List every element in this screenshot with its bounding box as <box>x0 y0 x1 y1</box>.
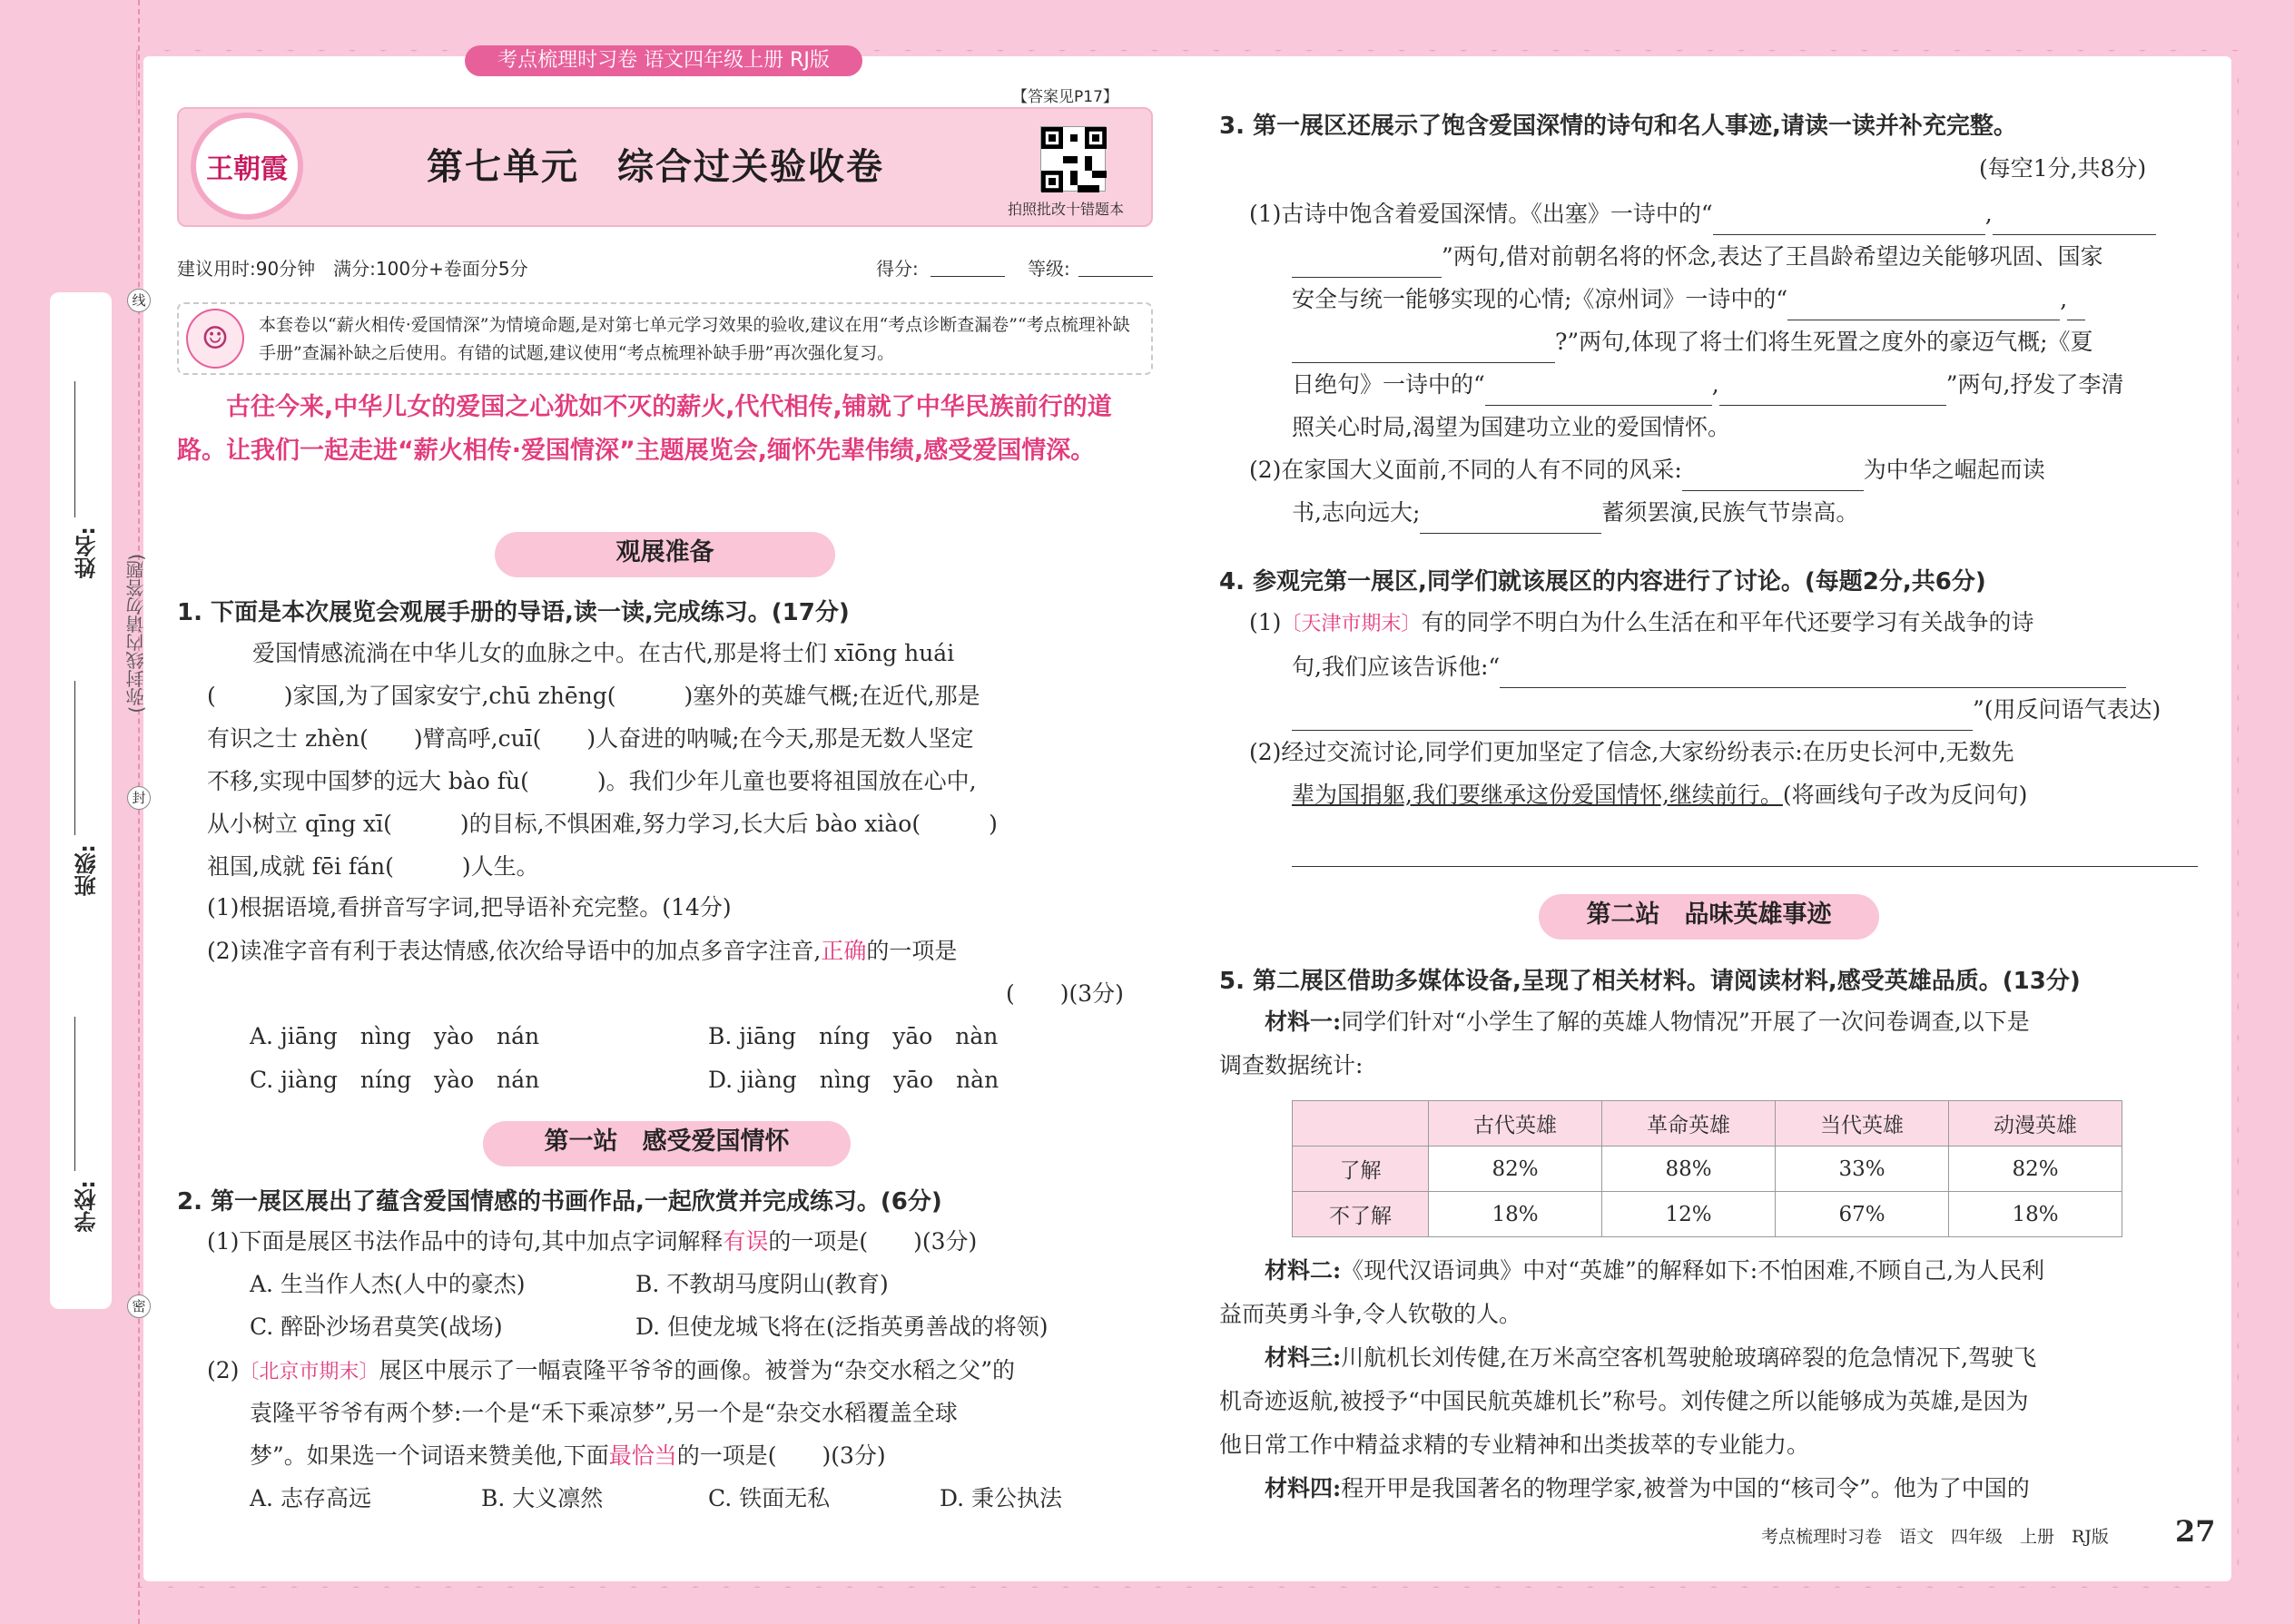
cut-line <box>138 0 140 1624</box>
page-number: 27 <box>2175 1514 2216 1549</box>
q1-option[interactable]: B. jiāng níng yāo nàn <box>708 1023 999 1049</box>
cut-mark-line: 线 <box>127 289 151 312</box>
material1-label: 材料一: <box>1265 1009 1342 1035</box>
material1-line: 调查数据统计: <box>1219 1052 1364 1078</box>
q2-part2-line: 梦”。如果选一个词语来赞美他,下面 <box>250 1442 609 1469</box>
q3-line: 蓄须罢演,民族气节崇高。 <box>1601 499 1859 526</box>
q1-part2-end: 的一项是 <box>866 938 958 964</box>
q3-line: (2)在家国大义面前,不同的人有不同的风采: <box>1249 457 1682 483</box>
answer-blank[interactable] <box>1420 533 1601 534</box>
table-cell: 67% <box>1776 1192 1949 1237</box>
answer-blank[interactable] <box>1719 405 1946 406</box>
page-title: 第七单元 综合过关验收卷 <box>427 146 884 188</box>
cut-mark-secret: 密 <box>127 1294 151 1318</box>
grade-label: 等级: <box>1028 258 1070 280</box>
q3-stem: 3. 第一展区还展示了饱含爱国深情的诗句和名人事迹,请读一读并补充完整。 <box>1219 113 2017 140</box>
q1-part2-emphasis: 正确 <box>821 938 867 964</box>
material3-text: 川航机长刘传健,在万米高空客机驾驶舱玻璃碎裂的危急情况下,驾驶飞 <box>1341 1344 2037 1371</box>
q3-line: ?”两句,体现了将士们将生死置之度外的豪迈气概;《夏 <box>1555 329 2093 355</box>
material2-label: 材料二: <box>1265 1257 1342 1284</box>
class-line[interactable] <box>74 681 75 835</box>
material4-label: 材料四: <box>1265 1475 1342 1501</box>
table-cell: 不了解 <box>1293 1192 1429 1237</box>
footer-text: 考点梳理时习卷 语文 四年级 上册 RJ版 <box>1761 1527 2109 1547</box>
q3-line: ”两句,借对前朝名将的怀念,表达了王昌龄希望边关能够巩固、国家 <box>1442 243 2103 270</box>
table-cell: 了解 <box>1293 1147 1429 1192</box>
material3-line: 机奇迹返航,被授予“中国民航英雄机长”称号。刘传健之所以能够成为英雄,是因为 <box>1219 1388 2029 1414</box>
table-header: 革命英雄 <box>1602 1101 1776 1147</box>
q2-choice[interactable]: A. 志存高远 <box>250 1485 371 1511</box>
q2-choice[interactable]: C. 铁面无私 <box>708 1485 831 1511</box>
q2-part1: (1)下面是展区书法作品中的诗句,其中加点字词解释 <box>207 1228 724 1255</box>
table-cell <box>1293 1101 1429 1147</box>
section-preparation: 观展准备 <box>495 532 835 577</box>
tip-text: 本套卷以“薪火相传·爱国情深”为情境命题,是对第七单元学习效果的验收,建议在用“考点诊断查漏卷”“考点梳理补缺手册”查漏补缺之后使用。有错的试题,建议使用“考点梳理补缺手册”再次强化复习。 <box>259 315 1130 363</box>
q1-line: 祖国,成就 fēi fán( )人生。 <box>207 853 539 880</box>
q3-line: 日绝句》一诗中的“ <box>1292 371 1485 398</box>
seal-note: (弥封线内请勿答题) <box>125 554 147 714</box>
q1-line: ( )家国,为了国家安宁,chū zhēng( )塞外的英雄气概;在近代,那是 <box>207 683 980 709</box>
school-label: 学校: <box>74 1180 100 1233</box>
score-label: 得分: <box>876 258 919 280</box>
table-cell: 33% <box>1776 1147 1949 1192</box>
cut-mark-seal: 封 <box>127 786 151 810</box>
q1-part1: (1)根据语境,看拼音写字词,把导语补充完整。(14分) <box>207 894 732 920</box>
school-line[interactable] <box>74 1017 75 1171</box>
section-station1: 第一站 感受爱国情怀 <box>483 1121 851 1166</box>
time-and-score: 建议用时:90分钟 满分:100分+卷面分5分 <box>177 258 528 280</box>
q3-line: 照关心时局,渴望为国建功立业的爱国情怀。 <box>1292 414 1730 440</box>
exam-page: 姓名: 班级: 学校: (弥封线内请勿答题) 线 封 密 考点梳理时习卷 语文四年级上册 RJ版 【答案见P17】 王朝霞 第七单元 综合过关验收卷 拍照批改十错题本 建议用时:90分钟 满分:100分+卷面分5分 得分: 等级: ☺ 本套卷以“薪火相传·爱国情深”为情境命题,是对第七单元学习效果的验收,建议在用“考点诊断查漏卷”“考点梳理补缺手册”查漏补缺之后使用。有错的试题,建议使用“考点梳理补缺手册”再次强化复习。 古往今来,中华儿女的爱国之心犹如不灭的薪火,代代相传,铺就了中华民族前行的道路。让我们一起走进“薪火相传·爱国情深”主题展览会,缅怀先辈伟绩,感受爱国情深。 观展准备 1. 下面是本次展览会观展手册的导语,读一读,完成练习。(17分) 爱国情感流淌在中华儿女的血脉之中。在古代,那是将士们 xīōng huái ( )家国,为了国家安宁,chū zhēng( )塞外的英雄气概;在近代,那是 有识之士 zhèn( )臂高呼,cuī( )人奋进的呐喊;在今天,那是无数人坚定 不移,实现中国梦的远大 bào fù( )。我们少年儿童也要将祖国放在心中, 从小树立 qīng xī( )的目标,不惧困难,努力学习,长大后 bào xiào( ) 祖国,成就 fēi fán( )人生。 (1)根据语境,看拼音写字词,把导语补充完整。(14分) (2)读准字音有利于表达情感,依次给导语中的加点多音字注音,正确的一项是 ( )(3分) A. jiāng nìng yào nán B. jiāng níng yāo nàn C. jiàng níng yào nán D. jiàng nìng yāo nàn 第一站 感受爱国情怀 2. 第一展区展出了蕴含爱国情感的书画作品,一起欣赏并完成练习。(6分) (1)下面是展区书法作品中的诗句,其中加点字词解释有误的一项是( )(3分) A. 生当作人杰(人中的豪杰) B. 不教胡马度阴山(教育) C. 醉卧沙场君莫笑(战场) D. 但使龙城飞将在(泛指英勇善战的将领) (2)〔北京市期末〕展区中展示了一幅袁隆平爷爷的画像。被誉为“杂交水稻之父”的 袁隆平爷爷有两个梦:一个是“禾下乘凉梦”,另一个是“杂交水稻覆盖全球 梦”。如果选一个词语来赞美他,下面最恰当的一项是( )(3分) A. 志存高远 B. 大义凛然 C. 铁面无私 D. 秉公执法 3. 第一展区还展示了饱含爱国深情的诗句和名人事迹,请读一读并补充完整。 (每空1分,共8分) (1)古诗中饱含着爱国深情。《出塞》一诗中的“ , ”两句,借对前朝名将的怀念,表达了王昌龄希望边关能够巩固、国家 安全与统一能够实现的心情;《凉州词》一诗中的“ , ?”两句,体现了将士们将生死置之度外的豪迈气概;《夏 日绝句》一诗中的“ , ”两句,抒发了李清 照关心时局,渴望为国建功立业的爱国情怀。 (2)在家国大义面前,不同的人有不同的风采: 为中华之崛起而读 书,志向远大; 蓄须罢演,民族气节崇高。 4. 参观完第一展区,同学们就该展区的内容进行了讨论。(每题2分,共6分) (1)〔天津市期末〕有的同学不明白为什么生活在和平年代还要学习有关战争的诗 句,我们应该告诉他:“ ”(用反问语气表达) (2)经过交流讨论,同学们更加坚定了信念,大家纷纷表示:在历史长河中,无数先 辈为国捐躯,我们要继承这份爱国情怀,继续前行。(将画线句子改为反问句) 第二站 品味英雄事迹 5. 第二展区借助多媒体设备,呈现了相关材料。请阅读材料,感受英雄品质。(13分) 材料一:同学们针对“小学生了解的英雄人物情况”开展了一次问卷调查,以下是 调查数据统计: 古代英雄 革命英雄 当代英雄 动漫英雄 了解 82% 88% 33% 82% 不了解 18% 12% 67% 18% 材料二:《现代汉语词典》中对“英雄”的解释如下:不怕困难,不顾自己,为人民利 益而英勇斗争,令人钦敬的人。 材料三:川航机长刘传健,在万米高空客机驾驶舱玻璃碎裂的危急情况下,驾驶飞 机奇迹返航,被授予“中国民航英雄机长”称号。刘传健之所以能够成为英雄,是因为 他日常工作中精益求精的专业精神和出类拔萃的专业能力。 材料四:程开甲是我国著名的物理学家,被誉为中国的“核司令”。他为了中国的 考点梳理时习卷 语文 四年级 上册 RJ版 27 <box>0 0 2294 1624</box>
q4-part1-line: 句,我们应该告诉他:“ <box>1292 654 1501 680</box>
q2-option[interactable]: A. 生当作人杰(人中的豪杰) <box>250 1271 526 1297</box>
q2-part2-end: 的一项是( )(3分) <box>676 1442 886 1469</box>
q1-part2: (2)读准字音有利于表达情感,依次给导语中的加点多音字注音, <box>207 938 822 964</box>
material2-line: 益而英勇斗争,令人钦敬的人。 <box>1219 1301 1521 1327</box>
q4-stem: 4. 参观完第一展区,同学们就该展区的内容进行了讨论。(每题2分,共6分) <box>1219 568 1986 595</box>
answer-reference: 【答案见P17】 <box>1012 88 1118 106</box>
q4-underlined-sentence: 辈为国捐躯,我们要继承这份爱国情怀,继续前行。 <box>1292 782 1783 808</box>
q1-line: 有识之士 zhèn( )臂高呼,cuī( )人奋进的呐喊;在今天,那是无数人坚定 <box>207 725 974 752</box>
q3-line: (1)古诗中饱含着爱国深情。《出塞》一诗中的“ <box>1249 201 1713 227</box>
q4-part1: 有的同学不明白为什么生活在和平年代还要学习有关战争的诗 <box>1421 609 2034 635</box>
student-info-strip <box>50 292 112 1309</box>
q2-option[interactable]: C. 醉卧沙场君莫笑(战场) <box>250 1314 503 1340</box>
series-tab: 考点梳理时习卷 语文四年级上册 RJ版 <box>465 45 862 76</box>
table-row <box>1293 1101 2122 1147</box>
table-cell: 82% <box>1949 1147 2122 1192</box>
q3-line: 书,志向远大; <box>1292 499 1421 526</box>
q3-line: 为中华之崛起而读 <box>1863 457 2045 483</box>
q1-line: 爱国情感流淌在中华儿女的血脉之中。在古代,那是将士们 xīōng huái <box>252 640 955 666</box>
name-label: 姓名: <box>74 527 100 579</box>
answer-line[interactable] <box>1292 866 2198 867</box>
qr-caption: 拍照批改十错题本 <box>1008 201 1125 218</box>
q3-line: ”两句,抒发了李清 <box>1945 371 2124 398</box>
q1-line: 从小树立 qīng xī( )的目标,不惧困难,努力学习,长大后 bào xiào( ) <box>207 811 998 837</box>
material2-text: 《现代汉语词典》中对“英雄”的解释如下:不怕困难,不顾自己,为人民利 <box>1341 1257 2045 1284</box>
q2-choice[interactable]: B. 大义凛然 <box>481 1485 604 1511</box>
score-blank[interactable] <box>930 276 1005 277</box>
q2-choice[interactable]: D. 秉公执法 <box>940 1485 1063 1511</box>
q1-answer-slot[interactable]: ( )(3分) <box>1006 980 1124 1007</box>
q4-part2-end: (将画线句子改为反问句) <box>1782 782 2028 808</box>
table-header: 古代英雄 <box>1429 1101 1602 1147</box>
table-cell: 18% <box>1429 1192 1602 1237</box>
table-cell: 82% <box>1429 1147 1602 1192</box>
q5-stem: 5. 第二展区借助多媒体设备,呈现了相关材料。请阅读材料,感受英雄品质。(13分) <box>1219 968 2081 995</box>
q1-option[interactable]: D. jiàng nìng yāo nàn <box>708 1067 999 1093</box>
q2-option[interactable]: D. 但使龙城飞将在(泛指英勇善战的将领) <box>635 1314 1049 1340</box>
table-row <box>1293 1192 2122 1237</box>
girl-avatar-icon: ☺ <box>186 309 244 369</box>
name-line[interactable] <box>74 381 75 517</box>
q2-stem: 2. 第一展区展出了蕴含爱国情感的书画作品,一起欣赏并完成练习。(6分) <box>177 1188 942 1216</box>
q2-part2: 展区中展示了一幅袁隆平爷爷的画像。被誉为“杂交水稻之父”的 <box>379 1357 1016 1383</box>
q1-option[interactable]: C. jiàng níng yào nán <box>250 1067 540 1093</box>
class-label: 班级: <box>74 844 100 897</box>
q2-option[interactable]: B. 不教胡马度阴山(教育) <box>635 1271 889 1297</box>
table-cell: 12% <box>1602 1192 1776 1237</box>
q4-source-tag: 〔天津市期末〕 <box>1281 613 1422 635</box>
table-header: 当代英雄 <box>1776 1101 1949 1147</box>
material3-line: 他日常工作中精益求精的专业精神和出类拔萃的专业能力。 <box>1219 1432 1810 1458</box>
q3-score: (每空1分,共8分) <box>1979 155 2147 182</box>
q4-part2: (2)经过交流讨论,同学们更加坚定了信念,大家纷纷表示:在历史长河中,无数先 <box>1249 739 2014 765</box>
table-cell: 88% <box>1602 1147 1776 1192</box>
q1-line: 不移,实现中国梦的远大 bào fù( )。我们少年儿童也要将祖国放在心中, <box>207 768 977 794</box>
q2-part1-emphasis: 有误 <box>723 1228 769 1255</box>
material3-label: 材料三: <box>1265 1344 1342 1371</box>
q1-option[interactable]: A. jiāng nìng yào nán <box>250 1023 540 1049</box>
material4-text: 程开甲是我国著名的物理学家,被誉为中国的“核司令”。他为了中国的 <box>1341 1475 2030 1501</box>
q2-part2-line: 袁隆平爷爷有两个梦:一个是“禾下乘凉梦”,另一个是“杂交水稻覆盖全球 <box>250 1400 958 1426</box>
table-cell: 18% <box>1949 1192 2122 1237</box>
intro-paragraph: 古往今来,中华儿女的爱国之心犹如不灭的薪火,代代相传,铺就了中华民族前行的道路。让我们一起走进“薪火相传·爱国情深”主题展览会,缅怀先辈伟绩,感受爱国情深。 <box>177 393 1112 465</box>
q2-part2-emphasis: 最恰当 <box>608 1442 677 1469</box>
brand-logo: 王朝霞 <box>191 113 303 220</box>
qr-code-icon[interactable] <box>1040 126 1106 192</box>
q1-stem: 1. 下面是本次展览会观展手册的导语,读一读,完成练习。(17分) <box>177 599 850 626</box>
survey-table <box>1292 1100 2122 1237</box>
table-row <box>1293 1147 2122 1192</box>
q2-source-tag: 〔北京市期末〕 <box>239 1361 379 1383</box>
grade-blank[interactable] <box>1078 276 1153 277</box>
q4-part1-end: ”(用反问语气表达) <box>1973 696 2161 723</box>
q2-part1-end: 的一项是( )(3分) <box>768 1228 978 1255</box>
q3-line: 安全与统一能够实现的心情;《凉州词》一诗中的“ <box>1292 286 1788 312</box>
table-header: 动漫英雄 <box>1949 1101 2122 1147</box>
section-station2: 第二站 品味英雄事迹 <box>1539 894 1879 940</box>
material1-text: 同学们针对“小学生了解的英雄人物情况”开展了一次问卷调查,以下是 <box>1341 1009 2030 1035</box>
